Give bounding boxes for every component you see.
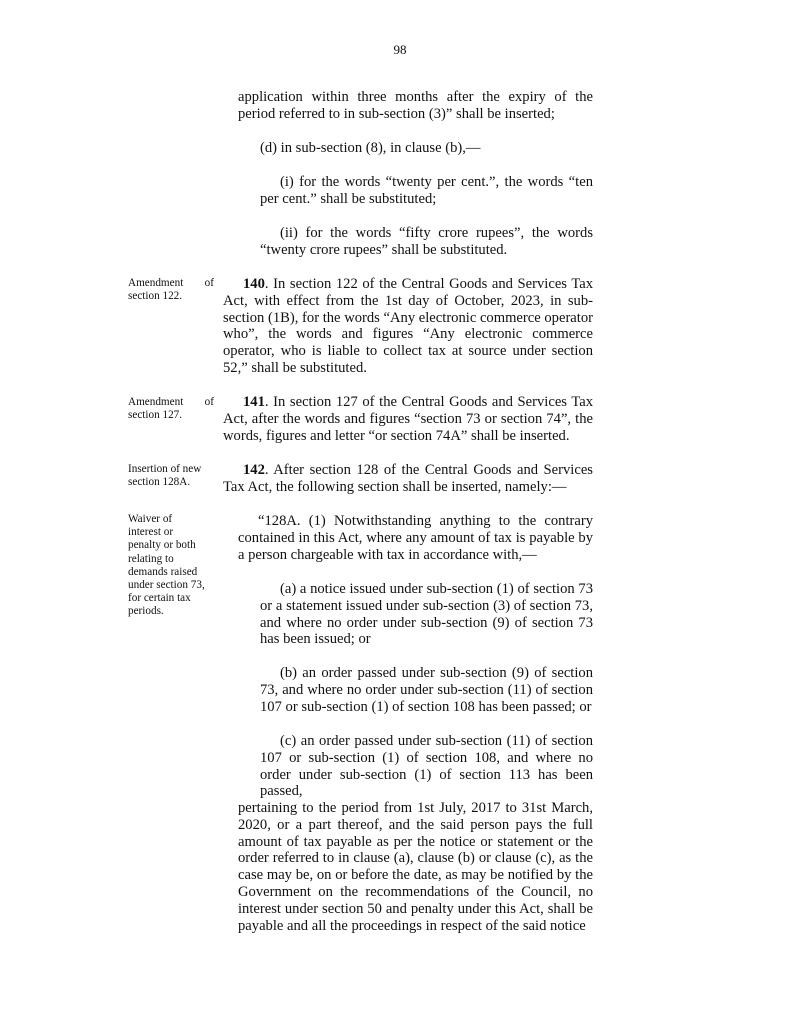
section-140-paragraph: [223, 276, 593, 377]
section-128a-closing: pertaining to the period from 1st July, 2017 to 31st March, 2020, or a part thereof, and the said person pays the full amount of tax payable as per the notice or statement or the order referred to in clause (a), clause (b) or clause (c), as the case may be, on or before the date, as may be notified by the Government on the recommendations of the Council, no interest under section 50 and penalty under this Act, shall be payable and all the proceedings in respect of the said notice: [238, 800, 593, 934]
carryover-paragraph: application within three months after the expiry of the period referred to in sub-section (3)” shall be inserted;: [238, 89, 593, 122]
item-ii-paragraph: (ii) for the words “fifty crore rupees”, the words “twenty crore rupees” shall be substituted.: [260, 225, 593, 258]
section-140-text: . In section 122 of the Central Goods and Services Tax Act, with effect from the 1st day of October, 2023, in sub-section (1B), for the words “Any electronic commerce operator who”, the words and figures “Any electronic commerce operator, who is liable to collect tax at source under section 52,” shall be substituted.: [223, 276, 593, 376]
marginal-note-141: Amendment of section 127.: [128, 396, 214, 422]
marginal-note-142: Insertion of new section 128A.: [128, 463, 202, 489]
section-142-paragraph: [223, 462, 593, 496]
section-number-140: 140: [243, 276, 265, 292]
section-number-142: 142: [243, 462, 265, 478]
section-128a-clause-c: (c) an order passed under sub-section (11) of section 107 or sub-section (1) of section 108, and where no order under sub-section (1) of section 113 has been passed,: [260, 733, 593, 800]
section-128a-clause-a: (a) a notice issued under sub-section (1) of section 73 or a statement issued under sub-section (3) of section 73, and where no order under sub-section (9) of section 73 has been issued; or: [260, 581, 593, 648]
section-142-text: . After section 128 of the Central Goods and Services Tax Act, the following section shall be inserted, namely:—: [223, 462, 593, 495]
clause-d-paragraph: (d) in sub-section (8), in clause (b),—: [260, 140, 481, 156]
section-141-paragraph: [223, 394, 593, 444]
section-141-text: . In section 127 of the Central Goods and Services Tax Act, after the words and figures “section 73 or section 74”, the words, figures and letter “or section 74A” shall be inserted.: [223, 394, 593, 444]
marginal-note-128a: Waiver of interest or penalty or both relating to demands raised under section 73, for certain tax periods.: [128, 513, 205, 618]
section-number-141: 141: [243, 394, 265, 410]
section-128a-clause-b: (b) an order passed under sub-section (9) of section 73, and where no order under sub-section (11) of section 107 or sub-section (1) of section 108 has been passed; or: [260, 665, 593, 715]
item-i-paragraph: (i) for the words “twenty per cent.”, the words “ten per cent.” shall be substituted;: [260, 174, 593, 207]
marginal-note-140: Amendment of section 122.: [128, 277, 214, 303]
page-number: 98: [393, 42, 407, 57]
section-128a-intro: “128A. (1) Notwithstanding anything to the contrary contained in this Act, where any amount of tax is payable by a person chargeable with tax in accordance with,—: [238, 513, 593, 563]
